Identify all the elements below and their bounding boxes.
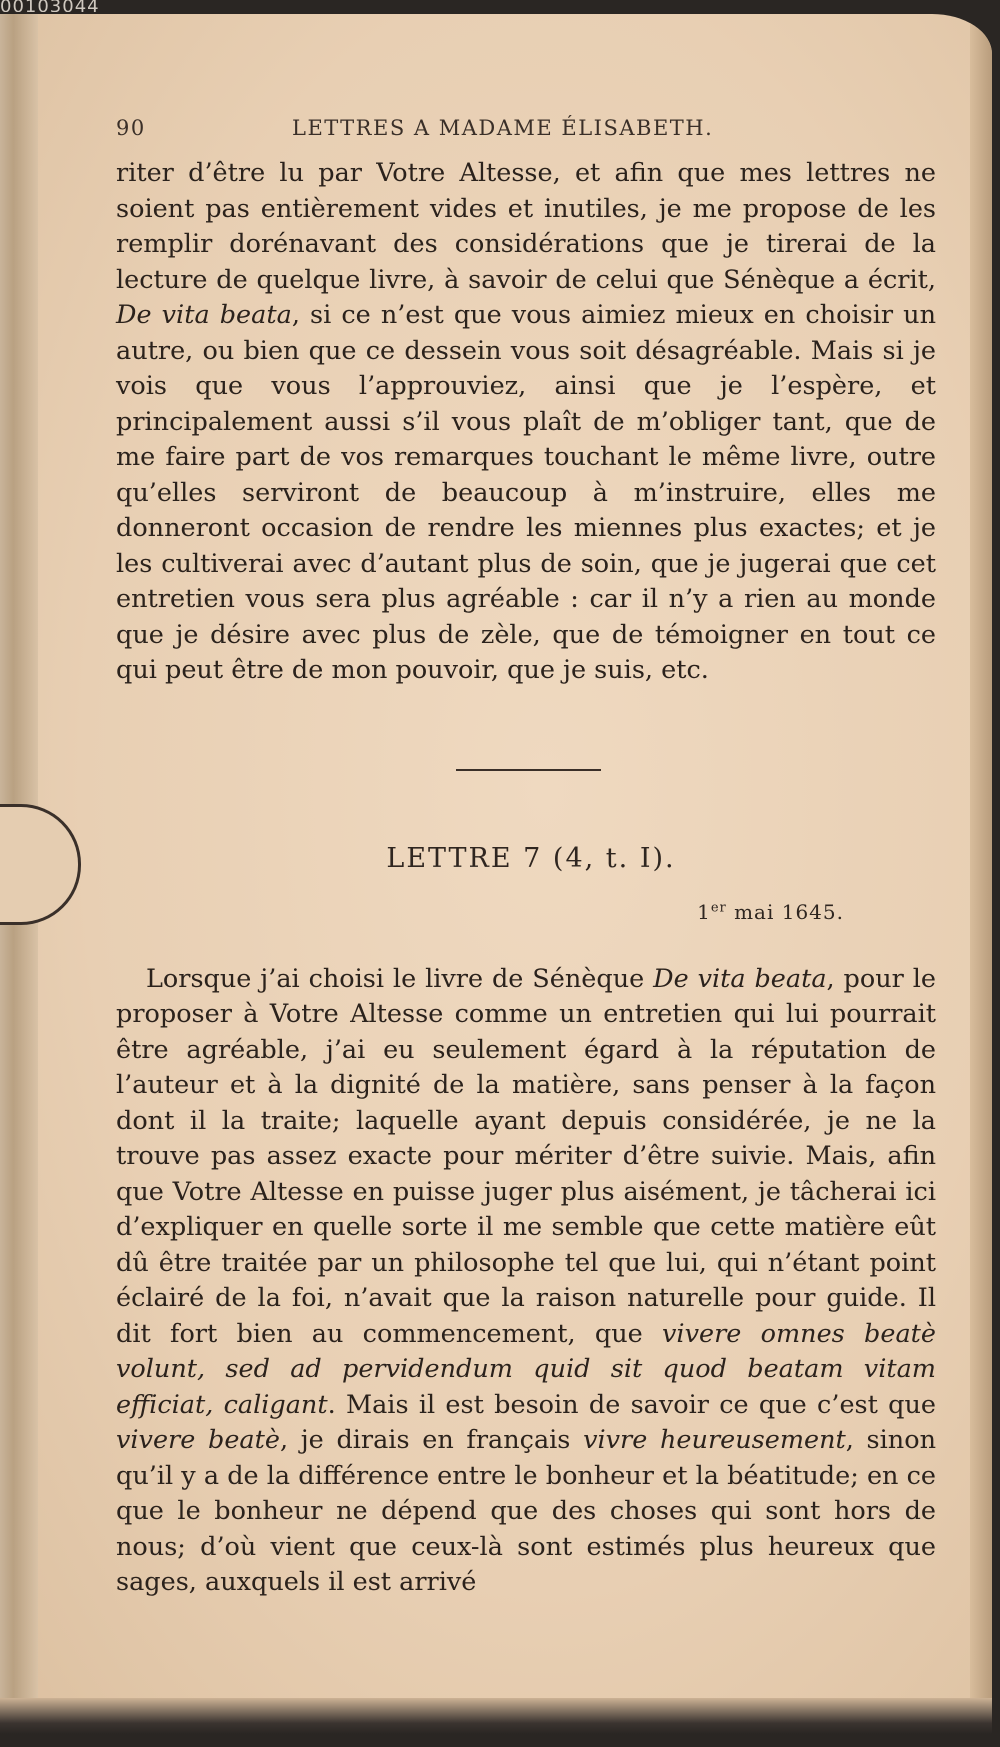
page-bottom-edge	[0, 1698, 992, 1734]
scan-id-label: 00103044	[0, 0, 100, 12]
letter-body-paragraph	[116, 962, 936, 1601]
text-run: , je dirais en français	[279, 1425, 584, 1455]
text-run: , si ce n’est que vous aimiez mieux en choisir un autre, ou bien que ce dessein vous soit désagréable. Mais si je vois que vous l’approuviez, ainsi que je l’espère, et principalement aussi s’il vous plaît de m’obliger tant, que de me faire part de vos remarques touchant le même livre, outre qu’elles serviront de beaucoup à m’instruire, elles me donneront occasion de rendre les miennes plus exactes; et je les cultiverai avec d’autant plus de soin, que je jugerai que cet entretien vous sera plus agréable : car il n’y a rien au monde que je désire avec plus de zèle, que de témoigner en tout ce qui peut être de mon pouvoir, que je suis, etc.	[116, 300, 936, 685]
book-title-italic: De vita beata	[116, 300, 292, 330]
page-clip-tab	[0, 804, 81, 925]
letter-date	[116, 900, 844, 924]
page-edge	[970, 14, 992, 1734]
text-run: , pour le proposer à Votre Altesse comme un entretien qui lui pourrait être agréable, j’ai eu seulement égard à la réputation de l’auteur et à la dignité de la matière, sans penser à la façon dont il la traite; laquelle ayant depuis considérée, je ne la trouve pas assez exacte pour mériter d’être suivie. Mais, afin que Votre Altesse en puisse juger plus aisément, je tâcherai ici d’expliquer en quelle sorte il me semble que cette matière eût dû être traitée par un philosophe tel que lui, qui n’étant point éclairé de la foi, n’avait que la raison naturelle pour guide. Il dit fort bien au commencement, que	[116, 963, 936, 1349]
section-divider	[456, 769, 601, 771]
paragraph-continued	[116, 156, 936, 689]
letter-heading: LETTRE 7 (4, t. I).	[386, 842, 676, 874]
latin-quote: vivere omnes beatè volunt, sed ad pervidendum quid sit quod beatam vitam efficiat, caligant	[116, 1318, 936, 1420]
text-run: riter d’être lu par Votre Altesse, et afin que mes lettres ne soient pas entièrement vides et inutiles, je me propose de les remplir dorénavant des considérations que je tirerai de la lecture de quelque livre, à savoir de celui que Sénèque a écrit,	[116, 158, 936, 295]
running-title: LETTRES A MADAME ÉLISABETH.	[292, 116, 714, 140]
running-head	[116, 116, 936, 156]
italic-run: vivre heureusement	[583, 1425, 846, 1455]
italic-run: vivere beatè	[116, 1425, 280, 1455]
text-run: , sinon qu’il y a de la différence entre le bonheur et la béatitude; en ce que le bonheur ne dépend que des choses qui sont hors de nous; d’où vient que ceux-là sont estimés plus heureux que sages, auxquels il est arrivé	[116, 1425, 936, 1597]
italic-run: De vita beata	[653, 963, 827, 994]
text-run: Lorsque j’ai choisi le livre de Sénèque	[146, 963, 654, 994]
date-ordinal: er	[710, 899, 727, 915]
page-content	[116, 116, 936, 1601]
book-page	[0, 14, 992, 1734]
text-run: . Mais il est besoin de savoir ce que c’est que	[327, 1389, 936, 1420]
page-number: 90	[116, 116, 146, 140]
date-day: 1	[697, 899, 711, 924]
date-rest: mai 1645.	[726, 899, 844, 924]
